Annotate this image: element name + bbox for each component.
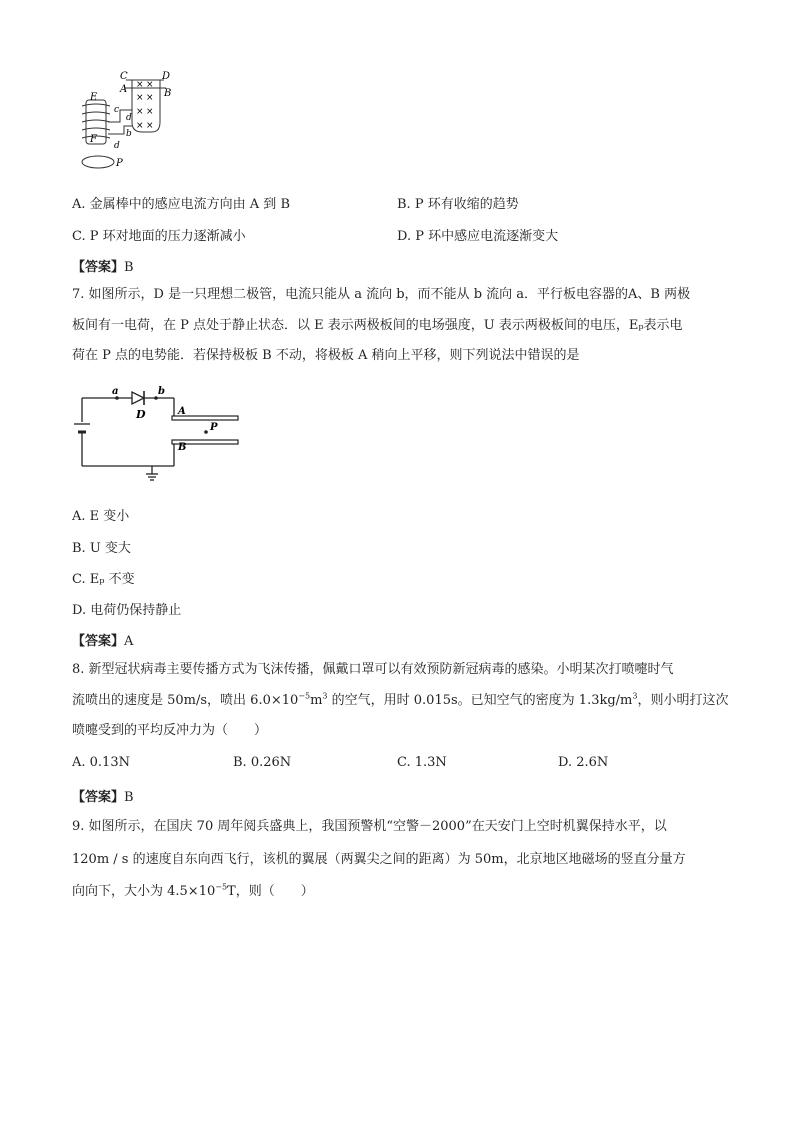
q6-figure: [74, 70, 184, 175]
q8-option-a: A. 0.13N: [72, 755, 130, 770]
q6-option-b: B. P 环有收缩的趋势: [397, 197, 519, 212]
field-cross: ×: [136, 93, 144, 103]
q6-option-a: A. 金属棒中的感应电流方向由 A 到 B: [72, 197, 290, 212]
q8-text: 的空气，用时 0.015s。已知空气的密度为 1.3kg/m: [327, 693, 633, 708]
charge-point: [204, 430, 208, 434]
q7-answer: [72, 630, 133, 649]
answer-label: 【答案】: [72, 260, 125, 275]
field-cross: ×: [146, 107, 154, 117]
q8-stem-line3: 喷嚏受到的平均反冲力为（ ）: [72, 723, 268, 738]
q8-option-c: C. 1.3N: [397, 755, 447, 770]
fig6-label-C: C: [120, 71, 128, 82]
q6-answer: [72, 256, 134, 275]
q7-stem-line2: 板间有一电荷，在 P 点处于静止状态．以 E 表示两极板间的电场强度，U 表示两极板间的电压，Eₚ表示电: [72, 318, 683, 333]
q9-stem-line3: [72, 882, 314, 902]
q9-text: T，则（ ）: [227, 884, 314, 899]
q8-exponent: −5: [298, 691, 311, 701]
fig6-label-A: A: [120, 84, 128, 95]
fig6-label-F: F: [90, 134, 97, 145]
q8-answer: [72, 786, 134, 805]
q8-text: ，则小明打这次: [637, 693, 729, 708]
q9-stem-line1: 9. 如图所示，在国庆 70 周年阅兵盛典上，我国预警机“空警－2000”在天安门上空时机翼保持水平，以: [72, 819, 667, 834]
q6-option-d: D. P 环中感应电流逐渐变大: [397, 229, 559, 244]
fig6-label-D: D: [162, 71, 171, 82]
fig6-label-P: P: [116, 158, 123, 169]
answer-value: A: [124, 634, 134, 649]
field-cross: ×: [136, 107, 144, 117]
fig6-label-b: b: [126, 129, 132, 139]
q8-stem-line2: [72, 691, 729, 711]
q8-stem-line1: 8. 新型冠状病毒主要传播方式为飞沫传播，佩戴口罩可以有效预防新冠病毒的感染。小明某次打喷嚏时气: [72, 662, 674, 677]
q9-stem-line2: 120m / s 的速度自东向西飞行，该机的翼展（两翼尖之间的距离）为 50m，北京地区地磁场的竖直分量方: [72, 852, 686, 867]
fig7-label-b: b: [158, 386, 165, 397]
q7-circuit-figure: [72, 384, 252, 484]
q9-text: 向向下，大小为 4.5×10: [72, 884, 216, 899]
answer-label: 【答案】: [72, 790, 125, 805]
q8-option-d: D. 2.6N: [558, 755, 609, 770]
field-cross: ×: [146, 80, 154, 90]
answer-value: B: [124, 790, 134, 805]
field-cross: ×: [146, 121, 154, 131]
fig6-label-c: c: [114, 105, 120, 115]
field-cross: ×: [136, 121, 144, 131]
fig7-label-B: B: [178, 442, 187, 453]
q8-option-b: B. 0.26N: [233, 755, 292, 770]
field-cross: ×: [146, 93, 154, 103]
fig7-label-D: D: [136, 408, 146, 421]
q7-stem-line1: 7. 如图所示，D 是一只理想二极管，电流只能从 a 流向 b，而不能从 b 流向 a．平行板电容器的A、B 两极: [72, 287, 691, 302]
q7-option-b: B. U 变大: [72, 541, 131, 556]
q7-stem-line3: 荷在 P 点的电势能．若保持极板 B 不动，将极板 A 稍向上平移，则下列说法中错误的是: [72, 348, 580, 363]
q6-option-c: C. P 环对地面的压力逐渐减小: [72, 229, 246, 244]
fig7-label-P: P: [210, 422, 218, 433]
fig6-label-d2: d: [114, 141, 120, 151]
q8-exponent: 3: [632, 691, 638, 701]
fig6-label-B: B: [164, 88, 172, 99]
field-cross: ×: [136, 80, 144, 90]
answer-label: 【答案】: [72, 634, 125, 649]
answer-value: B: [124, 260, 134, 275]
fig7-label-A: A: [178, 406, 186, 417]
q7-option-d: D. 电荷仍保持静止: [72, 603, 182, 618]
fig7-label-a: a: [112, 386, 119, 397]
q8-exponent: 3: [322, 691, 328, 701]
q7-option-c: C. Eₚ 不变: [72, 572, 135, 587]
q7-option-a: A. E 变小: [72, 509, 130, 524]
q8-text: 流喷出的速度是 50m/s，喷出 6.0×10: [72, 693, 299, 708]
fig6-label-E: E: [90, 92, 98, 103]
q9-exponent: −5: [215, 882, 228, 892]
diode-symbol: [132, 392, 144, 404]
q8-text: m: [310, 693, 323, 708]
fig6-label-d: d: [126, 113, 132, 123]
